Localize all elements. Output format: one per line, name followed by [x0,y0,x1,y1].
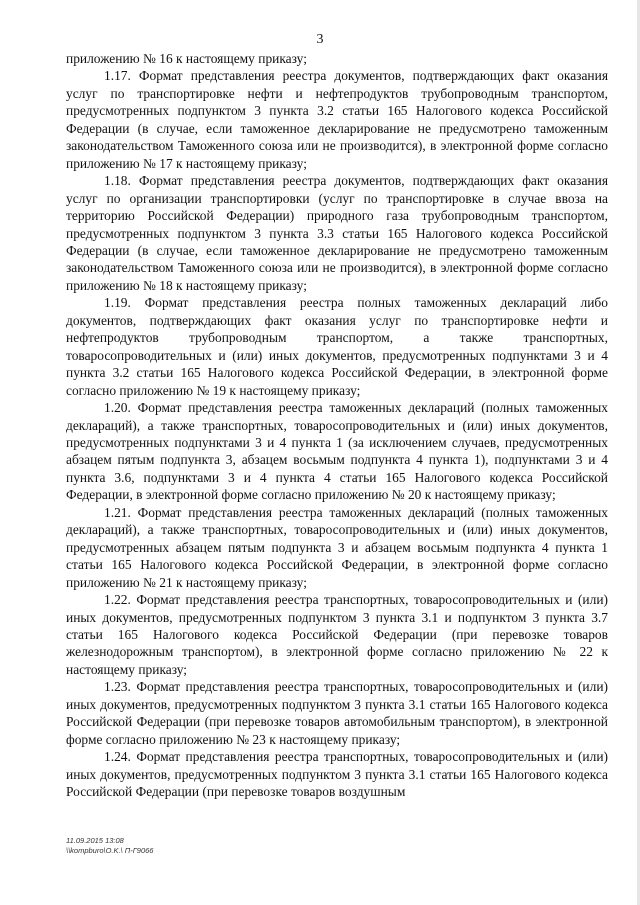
paragraph-1-20: 1.20. Формат представления реестра таможенных деклараций (полных таможенных деклараций), а также транспортных, товаросопроводительных и (или) иных документов, предусмотренных подпунктами 3 и 4 пункта 1 (за исключением случаев, предусмотренных абзацем пятым подпункта 3, абзацем восьмым подпункта 4 пункта 1), подпунктами 3 и 4 пункта 3.6, подпунктами 3 и 4 пункта 4 статьи 165 Налогового кодекса Российской Федерации, в электронной форме согласно приложению № 20 к настоящему приказу; [66,400,608,503]
paragraph-1-23: 1.23. Формат представления реестра транспортных, товаросопроводительных и (или) иных документов, предусмотренных подпунктом 3 пункта 3.1 статьи 165 Налогового кодекса Российской Федерации (при перевозке товаров автомобильным транспортом), в электронной форме согласно приложению № 23 к настоящему приказу; [66,679,608,747]
paragraph-1-18: 1.18. Формат представления реестра документов, подтверждающих факт оказания услуг по организации транспортировки (услуг по транспортировке в случае ввоза на территорию Российской Федерации) природного газа трубопроводным транспортом, предусмотренных подпунктом 3 пункта 3.3 статьи 165 Налогового кодекса Российской Федерации (в случае, если таможенное декларирование не предусмотрено таможенным законодательством Таможенного союза или не производится), в электронной форме согласно приложению № 18 к настоящему приказу; [66,173,608,293]
paragraph-continuation: приложению № 16 к настоящему приказу; [66,51,307,66]
paragraph-1-21: 1.21. Формат представления реестра таможенных деклараций (полных таможенных деклараций), а также транспортных, товаросопроводительных и (или) иных документов, предусмотренных абзацем пятым подпункта 3 и абзацем восьмым подпункта 4 пункта 1 статьи 165 Налогового кодекса Российской Федерации, в электронной форме согласно приложению № 21 к настоящему приказу; [66,504,608,590]
paragraph-1-22: 1.22. Формат представления реестра транспортных, товаросопроводительных и (или) иных документов, предусмотренных подпунктом 3 пункта 3.1 и подпунктом 3 пункта 3.7 статьи 165 Налогового кодекса Российской Федерации (при перевозке товаров железнодорожным транспортом), в электронной форме согласно приложению № 22 к настоящему приказу; [66,592,608,677]
paragraph-1-17: 1.17. Формат представления реестра документов, подтверждающих факт оказания услуг по транспортировке нефти и нефтепродуктов трубопроводным транспортом, предусмотренных подпунктом 3 пункта 3.2 статьи 165 Налогового кодекса Российской Федерации (в случае, если таможенное декларирование не предусмотрено таможенным законодательством Таможенного союза или не производится), в электронной форме согласно приложению № 17 к настоящему приказу; [66,68,608,171]
page-number: 3 [316,32,324,47]
paragraph-1-24: 1.24. Формат представления реестра транспортных, товаросопроводительных и (или) иных документов, предусмотренных подпунктом 3 пункта 3.1 статьи 165 Налогового кодекса Российской Федерации (при перевозке товаров воздушным [66,749,608,800]
paragraph-1-19: 1.19. Формат представления реестра полных таможенных деклараций либо документов, подтверждающих факт оказания услуг по транспортировке нефти и нефтепродуктов трубопроводным транспортом, а также транспортных, товаросопроводительных и (или) иных документов, предусмотренных подпунктами 3 и 4 пункта 3.2 статьи 165 Налогового кодекса Российской Федерации, в электронной форме согласно приложению № 19 к настоящему приказу; [66,295,608,398]
document-footer [66,836,153,855]
footer-timestamp: 11.09.2015 13:08 [66,836,124,845]
document-body [66,50,608,800]
footer-path: \\kompburo\O.K.\ П-Г9066 [66,845,154,855]
